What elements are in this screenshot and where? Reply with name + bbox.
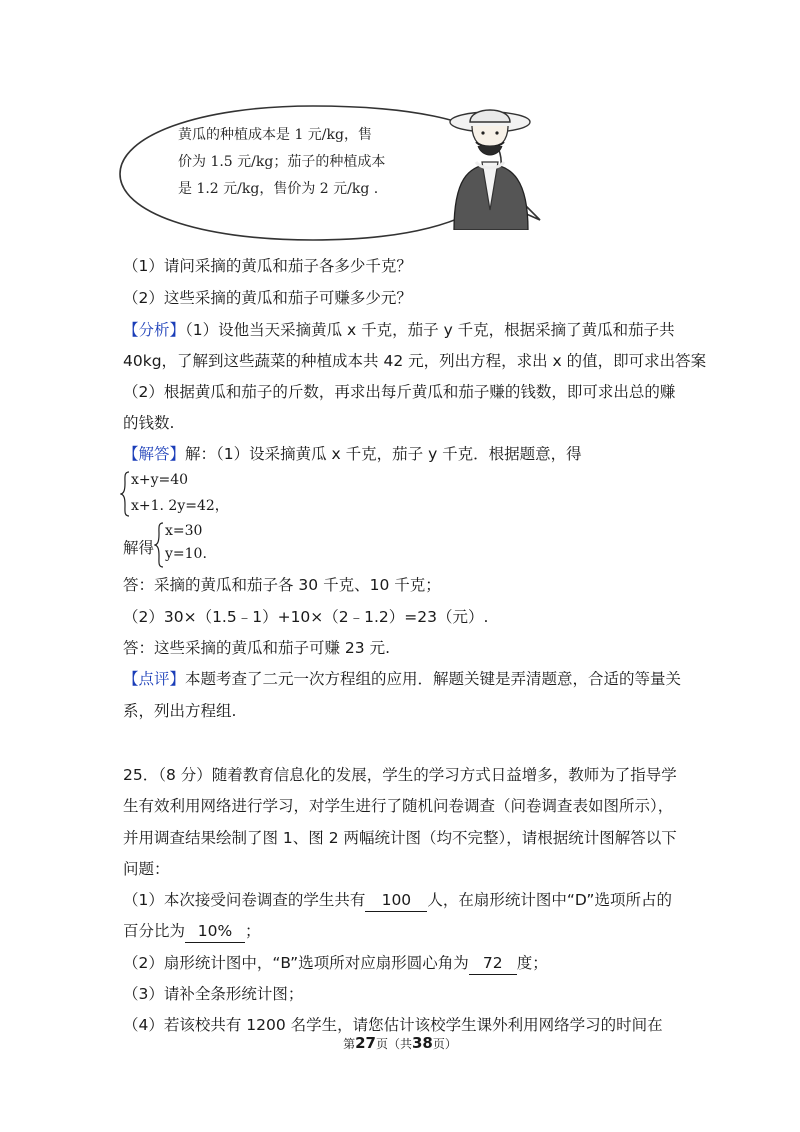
solve-period: . <box>202 546 207 562</box>
analysis-line-3: （2）根据黄瓜和茄子的斤数，再求出每斤黄瓜和茄子赚的钱数，即可求出总的赚 <box>123 383 676 401</box>
q25-part1: （1）本次接受问卷调查的学生共有 100 人，在扇形统计图中“D”选项所占的 <box>123 889 672 912</box>
q24-part1: （1）请问采摘的黄瓜和茄子各多少千克？ <box>123 257 412 275</box>
comment-line-2: 系，列出方程组. <box>123 702 237 720</box>
solve-eq-2: y=10. <box>165 546 207 562</box>
q25-part1b: 百分比为 10% ； <box>123 920 261 943</box>
q25-part3: （3）请补全条形统计图； <box>123 985 304 1003</box>
bubble-line: 黄瓜的种植成本是 1 元/kg，售 <box>178 127 372 143</box>
analysis-line-2: 40kg，了解到这些蔬菜的种植成本共 42 元，列出方程，求出 x 的值，即可求出答案 <box>123 352 707 370</box>
q25-part4: （4）若该校共有 1200 名学生，请您估计该校学生课外利用网络学习的时间在 <box>123 1016 663 1034</box>
left-brace-icon <box>154 522 164 568</box>
solve-eq-1: x=30 <box>165 523 203 539</box>
q25-intro-1: 25．（8 分）随着教育信息化的发展，学生的学习方式日益增多，教师为了指导学 <box>123 766 677 784</box>
q25-part2: （2）扇形统计图中，“B”选项所对应扇形圆心角为 72 度； <box>123 952 548 975</box>
left-brace-icon <box>120 471 130 517</box>
total-pages-number: 38 <box>412 1034 433 1052</box>
q25-intro-4: 问题： <box>123 860 170 878</box>
analysis-line-4: 的钱数. <box>123 414 175 432</box>
q24-part2: （2）这些采摘的黄瓜和茄子可赚多少元？ <box>123 289 412 307</box>
solution-text: 解：（1）设采摘黄瓜 x 千克，茄子 y 千克．根据题意，得 <box>185 445 582 463</box>
solution-line-1 <box>123 443 582 465</box>
bubble-line: 价为 1.5 元/kg；茄子的种植成本 <box>178 154 386 170</box>
q25-intro-2: 生有效利用网络进行学习，对学生进行了随机问卷调查（问卷调查表如图所示）， <box>123 797 674 815</box>
page-footer: 第27页（共38页） <box>343 1034 457 1052</box>
analysis-text: （1）设他当天采摘黄瓜 x 千克，茄子 y 千克，根据采摘了黄瓜和茄子共 <box>185 321 675 339</box>
comment-text: 本题考查了二元一次方程组的应用．解题关键是弄清题意，合适的等量关 <box>185 670 682 688</box>
answer-blank-angle: 72 <box>469 952 517 975</box>
system-comma: ， <box>214 498 229 514</box>
answer-blank-percent: 10% <box>185 920 245 943</box>
system-eq-1: x+y=40 <box>131 472 189 488</box>
comment-line-1 <box>123 668 681 690</box>
answer-blank-students: 100 <box>365 889 427 912</box>
solution-tag: 【解答】 <box>123 445 186 463</box>
part2-calculation: （2）30×（1.5﹣1）+10×（2﹣1.2）=23（元）. <box>123 608 489 626</box>
speech-bubble-text <box>178 122 428 203</box>
farmer-figure-icon <box>446 100 536 230</box>
current-page-number: 27 <box>355 1034 376 1052</box>
answer-2: 答：这些采摘的黄瓜和茄子可赚 23 元. <box>123 639 391 657</box>
answer-1: 答：采摘的黄瓜和茄子各 30 千克、10 千克； <box>123 576 441 594</box>
system-eq-2: x+1. 2y=42， <box>131 498 229 514</box>
analysis-line-1 <box>123 319 675 341</box>
bubble-line: 是 1.2 元/kg，售价为 2 元/kg . <box>178 181 379 197</box>
comment-tag: 【点评】 <box>123 670 186 688</box>
solve-prefix: 解得 <box>123 539 155 557</box>
q25-intro-3: 并用调查结果绘制了图 1、图 2 两幅统计图（均不完整），请根据统计图解答以下 <box>123 829 677 847</box>
analysis-tag: 【分析】 <box>123 321 186 339</box>
